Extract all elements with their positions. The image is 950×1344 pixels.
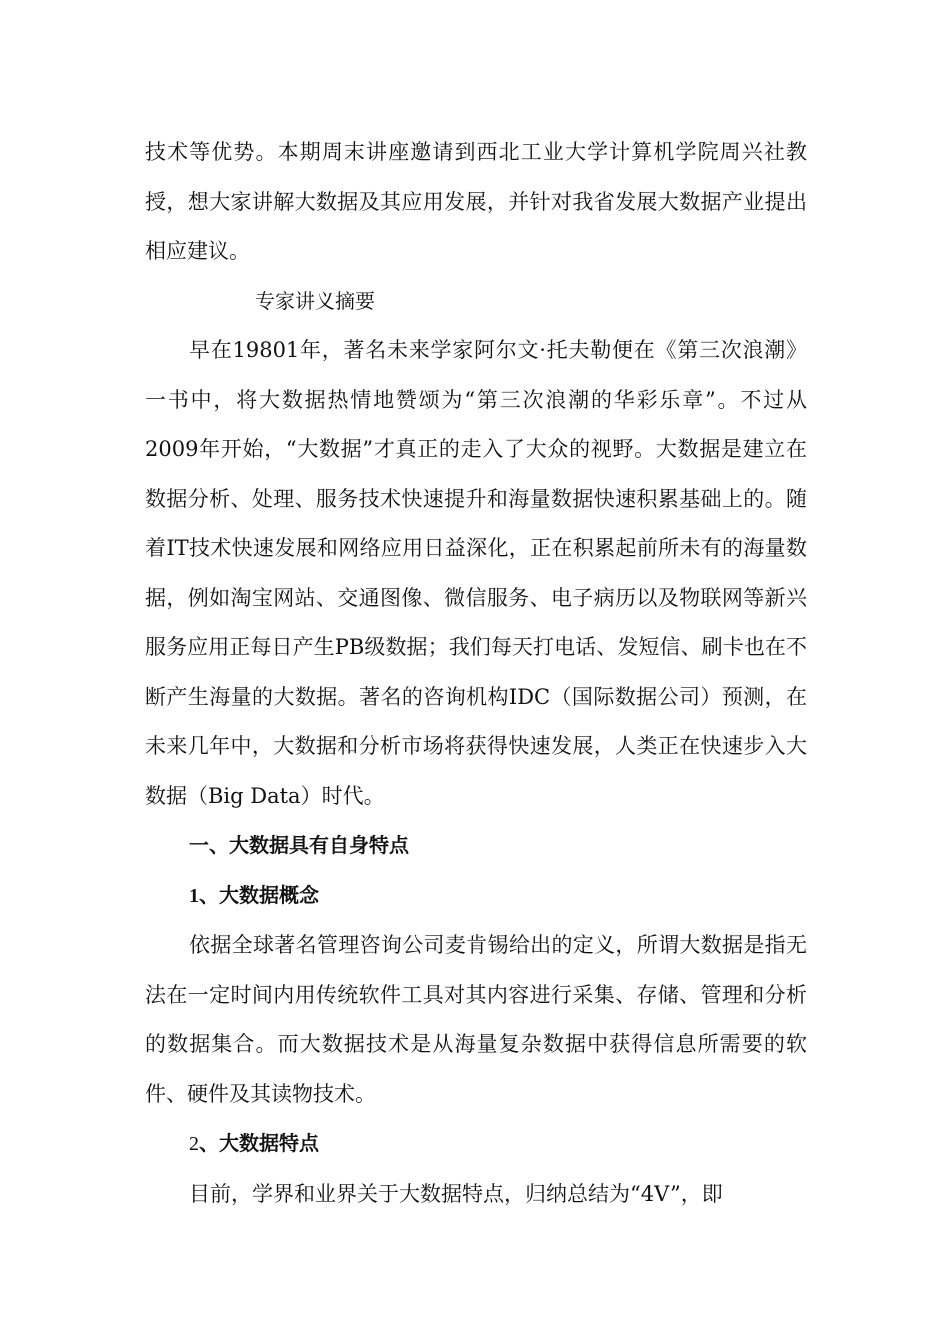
summary-paragraph: 早在19801年，著名未来学家阿尔文·托夫勒便在《第三次浪潮》一书中，将大数据热情地赞颂为“第三次浪潮的华彩乐章”。不过从2009年开始，“大数据”才真正的走入了大众的视野。大数据是建立在数据分析、处理、服务技术快速提升和海量数据快速积累基础上的。随着IT技术快速发展和网络应用日益深化，正在积累起前所未有的海量数据，例如淘宝网站、交通图像、微信服务、电子病历以及物联网等新兴服务应用正每日产生PB级数据；我们每天打电话、发短信、刷卡也在不断产生海量的大数据。著名的咨询机构IDC（国际数据公司）预测，在未来几年中，大数据和分析市场将获得快速发展，人类正在快速步入大数据（Big Data）时代。 bbox=[145, 338, 807, 808]
document-body bbox=[145, 128, 807, 1219]
subsection-2-title: 、大数据特点 bbox=[199, 1131, 319, 1155]
subsection-1-title: 、大数据概念 bbox=[199, 882, 319, 907]
subsection-2-number: 2 bbox=[189, 1133, 199, 1155]
subsection-1-heading bbox=[145, 871, 807, 922]
subsection-2-heading bbox=[145, 1119, 807, 1170]
subsection-1-number: 1 bbox=[189, 884, 199, 907]
concept-paragraph: 依据全球著名管理咨询公司麦肯锡给出的定义，所谓大数据是指无法在一定时间内用传统软件工具对其内容进行采集、存储、管理和分析的数据集合。而大数据技术是从海量复杂数据中获得信息所需要的软件、硬件及其读物技术。 bbox=[145, 933, 807, 1106]
features-paragraph: 目前，学界和业界关于大数据特点，归纳总结为“4V”，即 bbox=[189, 1181, 723, 1206]
intro-paragraph: 技术等优势。本期周末讲座邀请到西北工业大学计算机学院周兴社教授，想大家讲解大数据及其应用发展，并针对我省发展大数据产业提出相应建议。 bbox=[145, 140, 807, 263]
summary-heading: 专家讲义摘要 bbox=[255, 288, 375, 313]
section-1-heading: 一、大数据具有自身特点 bbox=[189, 833, 409, 857]
